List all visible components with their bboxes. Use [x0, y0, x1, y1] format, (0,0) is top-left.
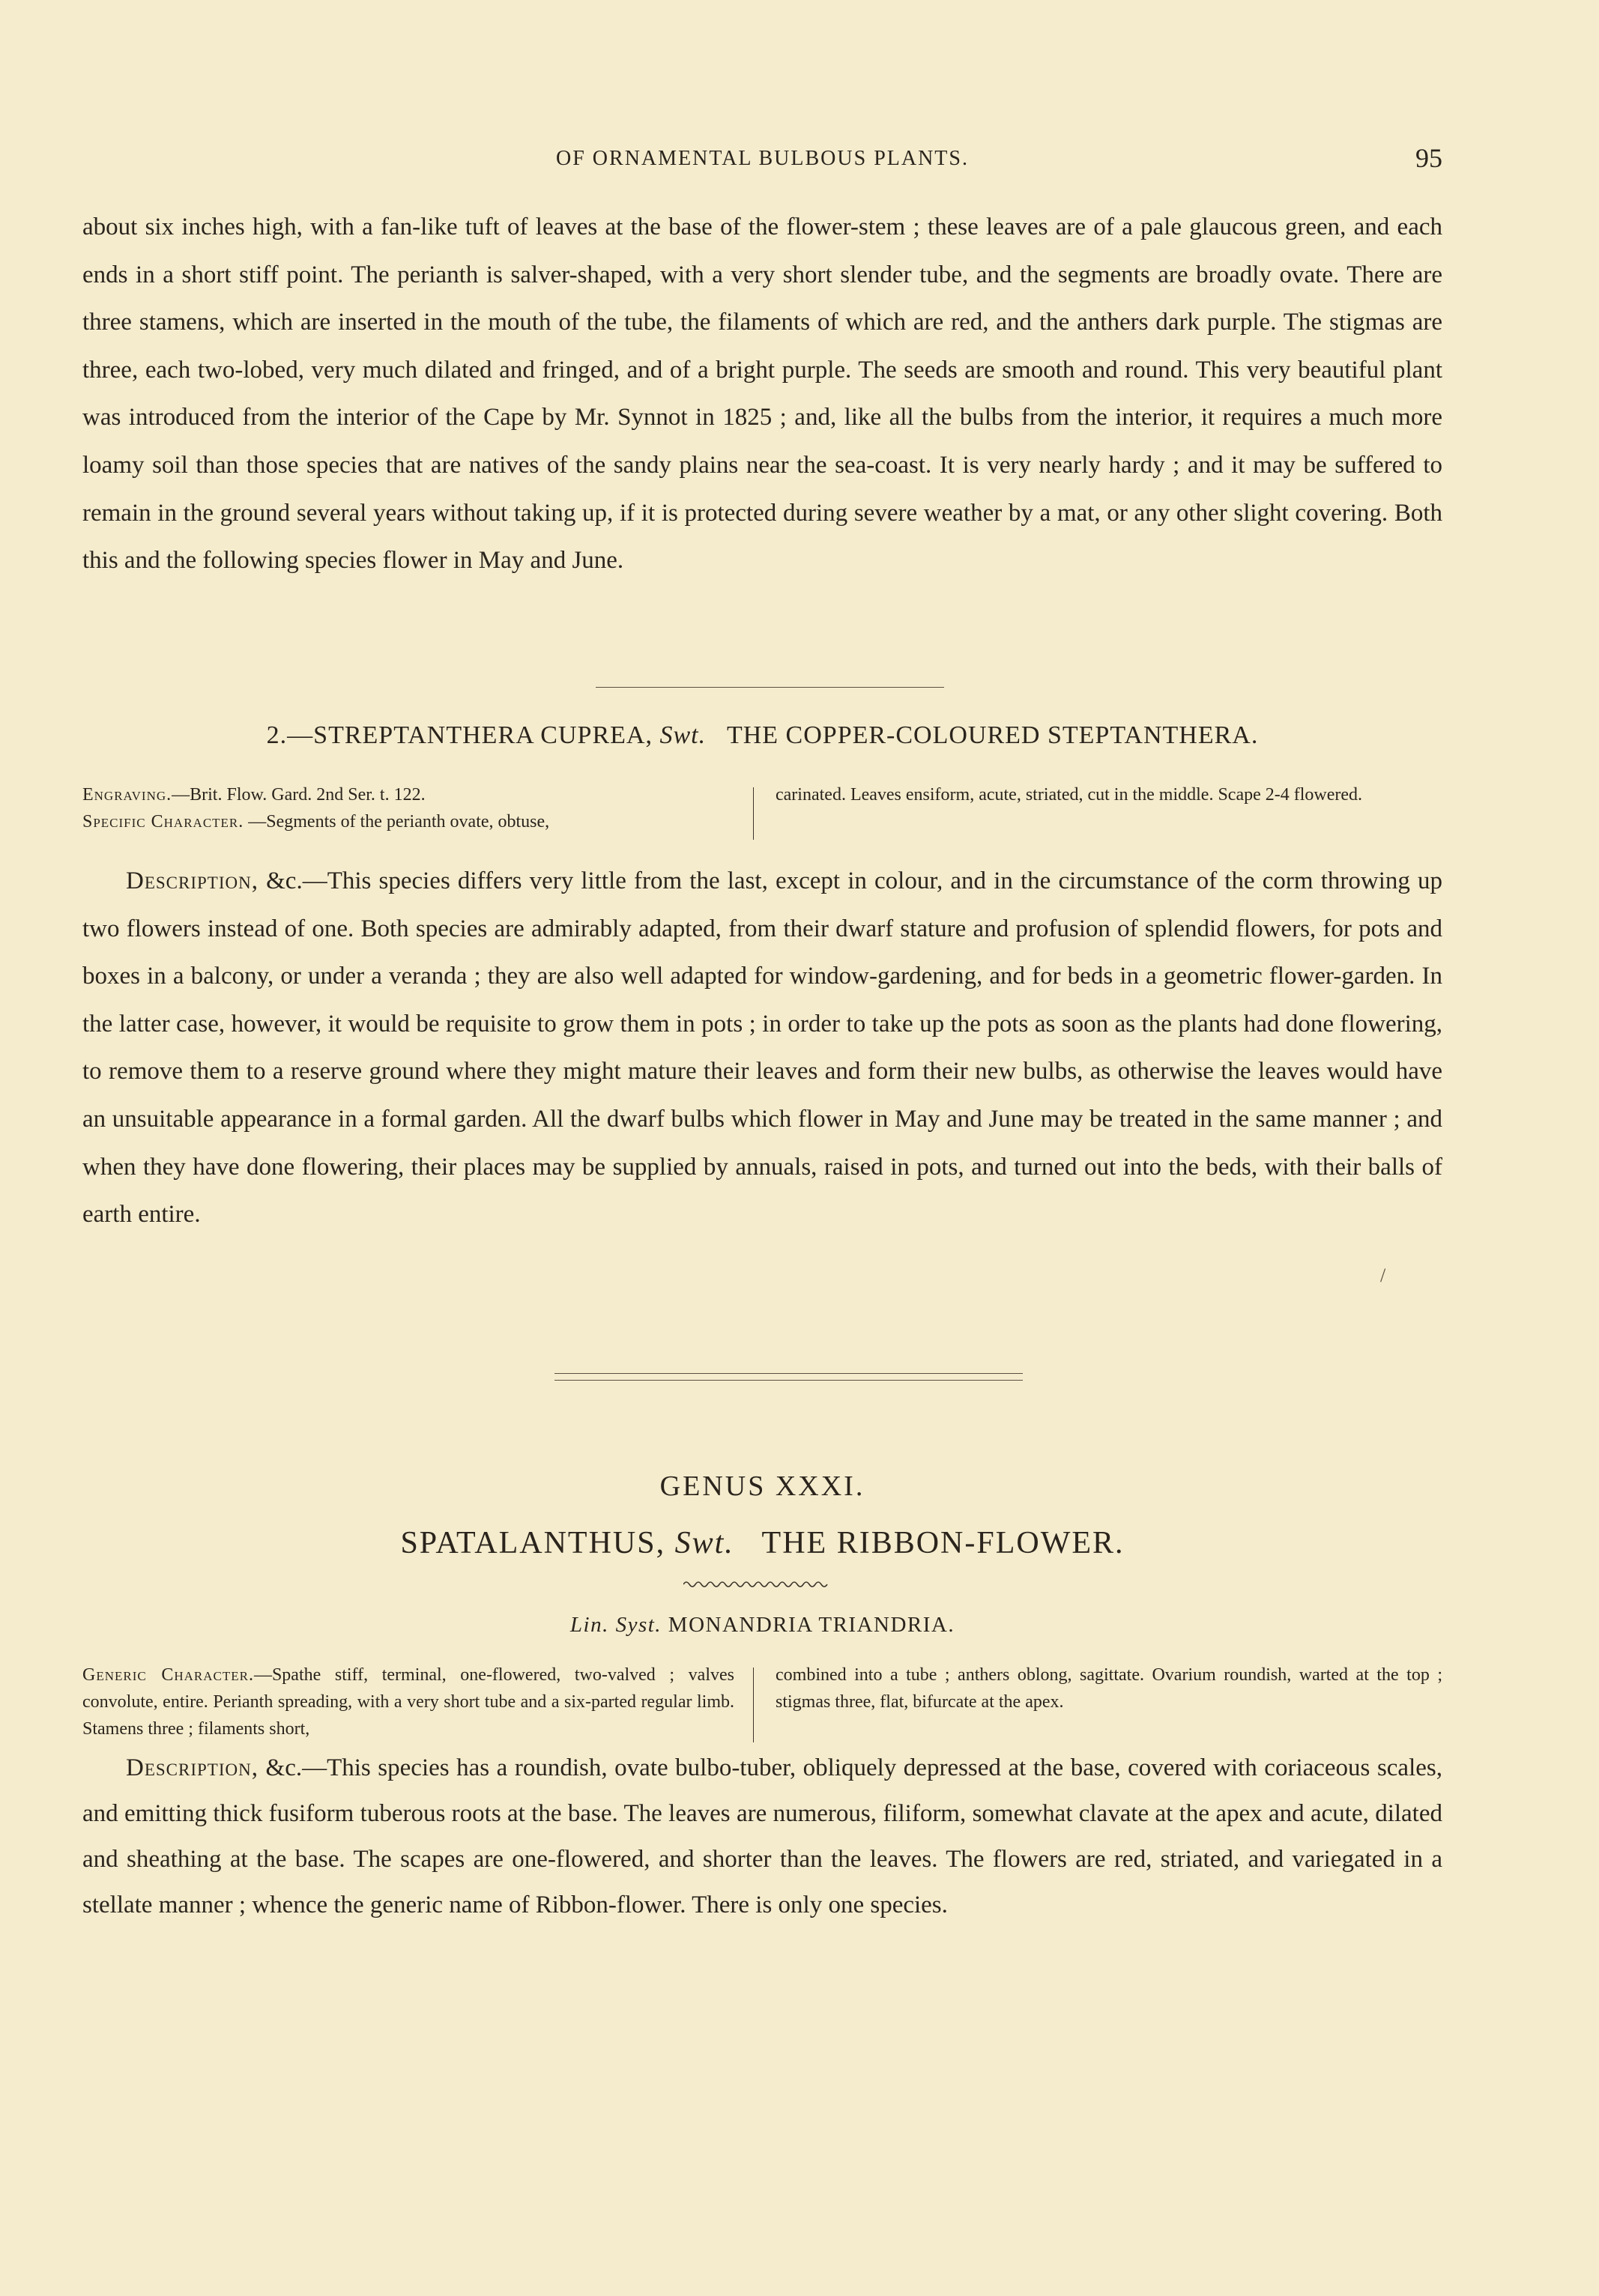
genus-description-label: Description, [126, 1754, 259, 1781]
genus-name-heading [82, 1525, 1442, 1561]
paragraph-continued: about six inches high, with a fan-like tuft of leaves at the base of the flower-stem ; these leaves are of a pale glaucous green, and each ends in a short stiff point. The perianth is salver-shaped, with a very short slender tube, and the segments are broadly ovate. There are three stamens, which are inserted in the mouth of the tube, the filaments of which are red, and the anthers dark purple. The stigmas are three, each two-lobed, very much dilated and fringed, and of a bright purple. The seeds are smooth and round. This very beautiful plant was introduced from the interior of the Cape by Mr. Synnot in 1825 ; and, like all the bulbs from the interior, it requires a much more loamy soil than those species that are natives of the sandy plains near the sea-coast. It is very nearly hardy ; and it may be suffered to remain in the ground several years without taking up, if it is protected during severe weather by a mat, or any other slight covering. Both this and the following species flower in May and June. [82, 213, 1442, 575]
species-description [82, 858, 1442, 1239]
engraving-text: —Brit. Flow. Gard. 2nd Ser. t. 122. [172, 785, 426, 805]
genus-notes [82, 1662, 1442, 1744]
linnaean-class: MONANDRIA TRIANDRIA. [668, 1613, 955, 1637]
generic-character-label: Generic Character. [82, 1665, 254, 1685]
running-title: OF ORNAMENTAL BULBOUS PLANTS. [556, 147, 969, 170]
genus-authority: Swt. [674, 1526, 734, 1560]
page-number: 95 [1415, 143, 1442, 173]
species-common-name: THE COPPER-COLOURED STEPTANTHERA. [726, 721, 1259, 749]
section-divider [596, 687, 944, 688]
genus-description [82, 1745, 1442, 1928]
genus-common-name: THE RIBBON-FLOWER. [761, 1526, 1125, 1560]
species-heading [82, 721, 1442, 750]
species-authority: Swt. [659, 721, 707, 749]
ornament-squiggle [683, 1579, 829, 1590]
specific-character-line [82, 808, 734, 835]
engraving-line [82, 781, 734, 808]
genus-notes-left-column [82, 1662, 734, 1742]
genus-description-text: &c.—This species has a roundish, ovate bulbo-tuber, obliquely depressed at the base, covered with coriaceous scales, and emitting thick fusiform tuberous roots at the base. The leaves are numerous, filiform, somewhat clavate at the apex and acute, dilated and sheathing at the base. The scapes are one-flowered, and shorter than the leaves. The flowers are red, striated, and variegated in a stellate manner ; whence the generic name of Ribbon-flower. There is only one species. [82, 1754, 1442, 1918]
linnaean-system-line [82, 1613, 1442, 1638]
species-notes-right-column: carinated. Leaves ensiform, acute, striated, cut in the middle. Scape 2-4 flowered. [776, 785, 1363, 805]
column-divider [753, 1668, 754, 1742]
column-divider [753, 787, 754, 840]
stray-mark: / [1380, 1264, 1386, 1286]
genus-number-heading: GENUS XXXI. [659, 1470, 865, 1502]
species-notes [82, 781, 1442, 841]
specific-character-text: —Segments of the perianth ovate, obtuse, [244, 812, 550, 832]
linnaean-label: Lin. Syst. [569, 1613, 662, 1637]
species-description-label: Description, [126, 867, 259, 894]
species-description-text: &c.—This species differs very little from the last, except in colour, and in the circumstance of the corm throwing up two flowers instead of one. Both species are admirably adapted, from their dwarf stature and profusion of splendid flowers, for pots and boxes in a balcony, or under a veranda ; they are also well adapted for window-gardening, and for beds in a geometric flower-garden. In the latter case, however, it would be requisite to grow them in pots ; in order to take up the pots as soon as the plants had done flowering, to remove them to a reserve ground where they might mature their leaves and form their new bulbs, as otherwise the leaves would have an unsuitable appearance in a formal garden. All the dwarf bulbs which flower in May and June may be treated in the same manner ; and when they have done flowering, their places may be supplied by annuals, raised in pots, and turned out into the beds, with their balls of earth entire. [82, 867, 1442, 1229]
genus-notes-right-column: combined into a tube ; anthers oblong, sagittate. Ovarium roundish, warted at the top ; stigmas three, flat, bifurcate at the apex. [776, 1665, 1442, 1712]
double-rule-divider [554, 1373, 1023, 1381]
running-head [82, 143, 1442, 177]
engraving-label: Engraving. [82, 785, 172, 805]
genus-name: SPATALANTHUS, [400, 1526, 666, 1560]
generic-character-text: —Spathe stiff, terminal, one-flowered, two-valved ; valves convolute, entire. Perianth spreading, with a very short tube and a six-parted regular limb. Stamens three ; filaments short, [82, 1665, 734, 1739]
specific-character-label: Specific Character. [82, 812, 244, 832]
species-name: 2.—STREPTANTHERA CUPREA, [266, 721, 653, 749]
species-notes-left-column [82, 781, 734, 835]
